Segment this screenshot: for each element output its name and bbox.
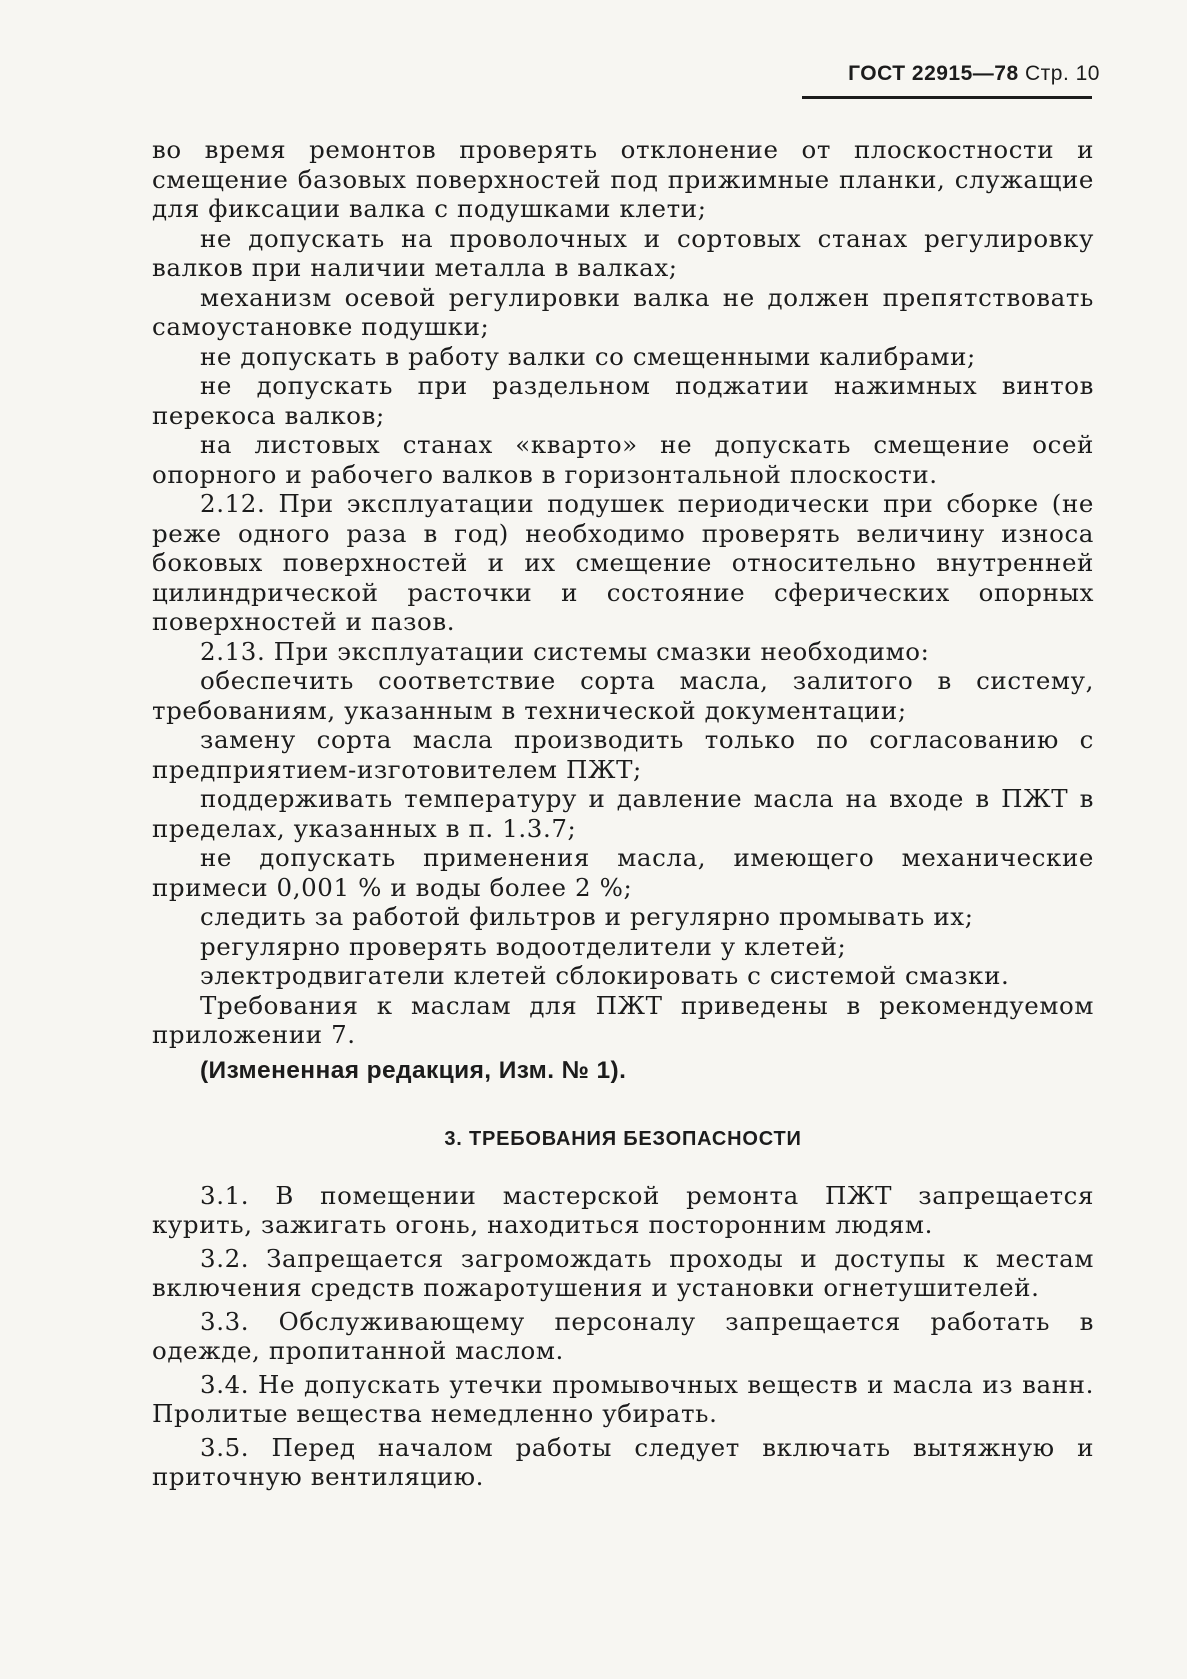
paragraph: во время ремонтов проверять отклонение от плоскостности и смещение базовых поверхностей под прижимные планки, служащие для фиксации валка с подушками клети; xyxy=(152,135,1094,223)
header-rule xyxy=(802,96,1092,99)
paragraph: обеспечить соответствие сорта масла, залитого в систему, требованиям, указанным в технической документации; xyxy=(152,666,1094,725)
clause-2-13: 2.13. При эксплуатации системы смазки необходимо: xyxy=(200,636,930,666)
page-header xyxy=(800,62,1100,86)
revision-note: (Измененная редакция, Изм. № 1). xyxy=(200,1056,627,1084)
paragraph: замену сорта масла производить только по согласованию с предприятием-изготовителем ПЖТ; xyxy=(152,725,1094,784)
paragraph: следить за работой фильтров и регулярно промывать их; xyxy=(200,902,974,931)
paragraph: не допускать при раздельном поджатии нажимных винтов перекоса валков; xyxy=(152,371,1094,430)
paragraph: электродвигатели клетей сблокировать с системой смазки. xyxy=(200,961,1010,990)
clause-2-12: 2.12. При эксплуатации подушек периодически при сборке (не реже одного раза в год) необходимо проверять величину износа боковых поверхностей и их смещение относительно внутренней цилиндрической расточки и состояние сферических опорных поверхностей и пазов. xyxy=(152,489,1094,636)
clause-3-4: 3.4. Не допускать утечки промывочных веществ и масла из ванн. Пролитые вещества немедленно убирать. xyxy=(152,1369,1094,1428)
paragraph: не допускать применения масла, имеющего механические примеси 0,001 % и воды более 2 %; xyxy=(152,843,1094,902)
page-number: Стр. 10 xyxy=(1025,62,1100,85)
document-body xyxy=(152,135,1094,1496)
section-3-items xyxy=(152,1181,1094,1492)
paragraph: механизм осевой регулировки валка не должен препятствовать самоустановке подушки; xyxy=(152,282,1094,341)
clause-3-5: 3.5. Перед началом работы следует включать вытяжную и приточную вентиляцию. xyxy=(152,1432,1094,1491)
paragraph: Требования к маслам для ПЖТ приведены в рекомендуемом приложении 7. xyxy=(152,990,1094,1049)
clause-3-2: 3.2. Запрещается загромождать проходы и доступы к местам включения средств пожаротушения и установки огнетушителей. xyxy=(152,1243,1094,1302)
section-3-title: 3. ТРЕБОВАНИЯ БЕЗОПАСНОСТИ xyxy=(444,1128,802,1150)
paragraph: регулярно проверять водоотделители у клетей; xyxy=(200,931,847,961)
paragraph: не допускать на проволочных и сортовых станах регулировку валков при наличии металла в валках; xyxy=(152,223,1094,282)
clause-3-1: 3.1. В помещении мастерской ремонта ПЖТ запрещается курить, зажигать огонь, находиться посторонним людям. xyxy=(152,1180,1094,1239)
paragraph: поддерживать температуру и давление масла на входе в ПЖТ в пределах, указанных в п. 1.3.7; xyxy=(152,784,1094,843)
clause-3-3: 3.3. Обслуживающему персоналу запрещается работать в одежде, пропитанной маслом. xyxy=(152,1306,1094,1365)
paragraph: не допускать в работу валки со смещенными калибрами; xyxy=(200,341,976,371)
paragraph: на листовых станах «кварто» не допускать смещение осей опорного и рабочего валков в горизонтальной плоскости. xyxy=(152,430,1094,489)
standard-number: ГОСТ 22915—78 xyxy=(848,62,1019,85)
